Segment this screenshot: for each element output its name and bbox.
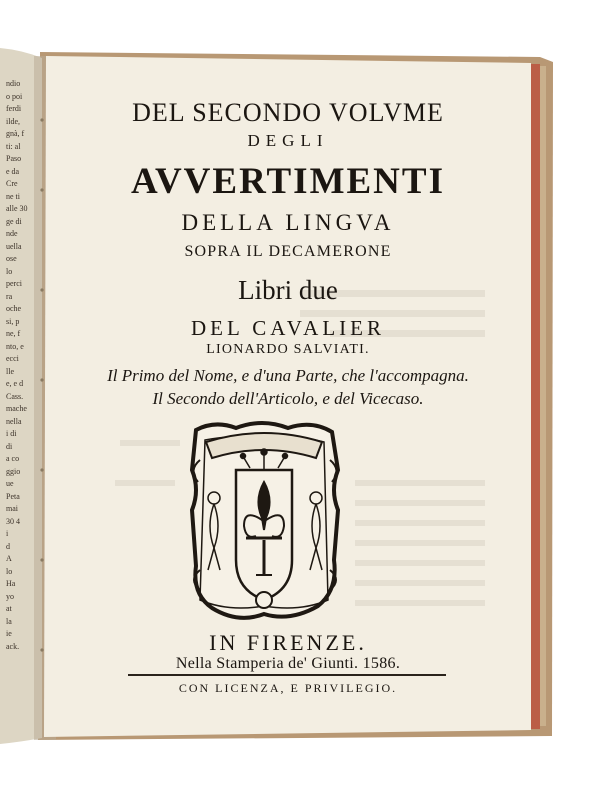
imprint-license: CON LICENZA, E PRIVILEGIO.: [178, 681, 398, 695]
left-page-fragment: gnà, f: [6, 129, 25, 138]
left-page-fragment: ack.: [6, 641, 20, 651]
left-page-fragment: Paso: [6, 154, 22, 163]
title-line-1: DEL SECONDO VOLVME: [132, 98, 444, 127]
left-page-fragment: oche: [6, 304, 22, 313]
left-page-fragment: yo: [6, 591, 14, 601]
left-page-fragment: Peta: [6, 491, 20, 501]
left-page-fragment: nella: [6, 416, 22, 426]
left-page-fragment: di: [6, 441, 13, 451]
left-page-fragment: ggio: [6, 466, 21, 476]
left-page-fragment: lo: [6, 566, 13, 576]
left-page-fragment: perci: [6, 279, 22, 288]
left-page-fragment: mai: [6, 504, 18, 513]
left-page-fragment: A: [6, 554, 12, 563]
left-page-fragment: ne ti: [6, 191, 20, 201]
left-page-fragment: ne, f: [6, 329, 21, 338]
title-line-4: DELLA LINGVA: [181, 210, 395, 235]
left-page-fragment: 30 4: [6, 516, 20, 526]
left-page-fragment: nde: [6, 229, 18, 238]
left-page-text-fragments: [0, 78, 42, 651]
left-page-fragment: ecci: [6, 354, 19, 363]
imprint-rule: [128, 674, 446, 676]
title-line-2: DEGLI: [247, 131, 329, 150]
bottom-medallion: [256, 592, 272, 608]
left-page-fragment: at: [6, 604, 12, 613]
left-page-fragment: Ha: [6, 579, 16, 588]
left-page-fragment: alle 30: [6, 204, 28, 213]
left-page-fragment: d: [6, 541, 10, 551]
left-page-fragment: e da: [6, 166, 20, 176]
left-page-fragment: ie: [6, 629, 12, 638]
left-page-fragment: a co: [6, 454, 20, 463]
left-page-fragment: Cre: [6, 179, 18, 188]
left-page-fragment: si, p: [6, 316, 20, 326]
board-edge: [540, 66, 546, 726]
content-line-1: Il Primo del Nome, e d'una Parte, che l'accompagna.: [107, 366, 469, 385]
left-page-fragment: ra: [6, 291, 13, 301]
left-page-fragment: ue: [6, 479, 14, 488]
left-page-fragment: Cass.: [6, 391, 24, 401]
author-line-1: DEL CAVALIER: [190, 316, 386, 340]
left-page-fragment: i di: [6, 429, 17, 438]
left-page-fragment: ti: al: [6, 141, 21, 151]
left-page-fragment: la: [6, 616, 12, 626]
left-page-fragment: lo: [6, 266, 13, 276]
left-page-fragment: ge di: [6, 216, 22, 226]
left-page-fragment: e, e d: [6, 379, 24, 388]
left-page-fragment: uella: [6, 241, 22, 251]
left-page-fragment: lle: [6, 366, 14, 376]
imprint-printer: Nella Stamperia de' Giunti. 1586.: [175, 655, 401, 672]
left-page-fragment: ferdi: [6, 104, 22, 113]
left-page-fragment: ose: [6, 254, 17, 263]
left-page-fragment: i: [6, 529, 9, 538]
left-page-fragment: nto, e: [6, 341, 24, 351]
printers-device-woodcut: [192, 423, 338, 618]
title-line-5: SOPRA IL DECAMERONE: [184, 243, 392, 260]
imprint-city: IN FIRENZE.: [209, 630, 367, 655]
left-page-fragment: o poi: [6, 91, 23, 101]
title-line-3: AVVERTIMENTI: [131, 161, 445, 202]
red-page-edge: [530, 64, 540, 729]
title-line-6: Libri due: [238, 275, 338, 305]
left-page-fragment: ndio: [6, 79, 21, 88]
content-line-2: Il Secondo dell'Articolo, e del Vicecaso.: [152, 389, 424, 408]
left-page-fragment: ilde,: [6, 116, 20, 126]
left-page-fragment: mache: [6, 404, 27, 413]
author-line-2: LIONARDO SALVIATI.: [206, 342, 370, 357]
